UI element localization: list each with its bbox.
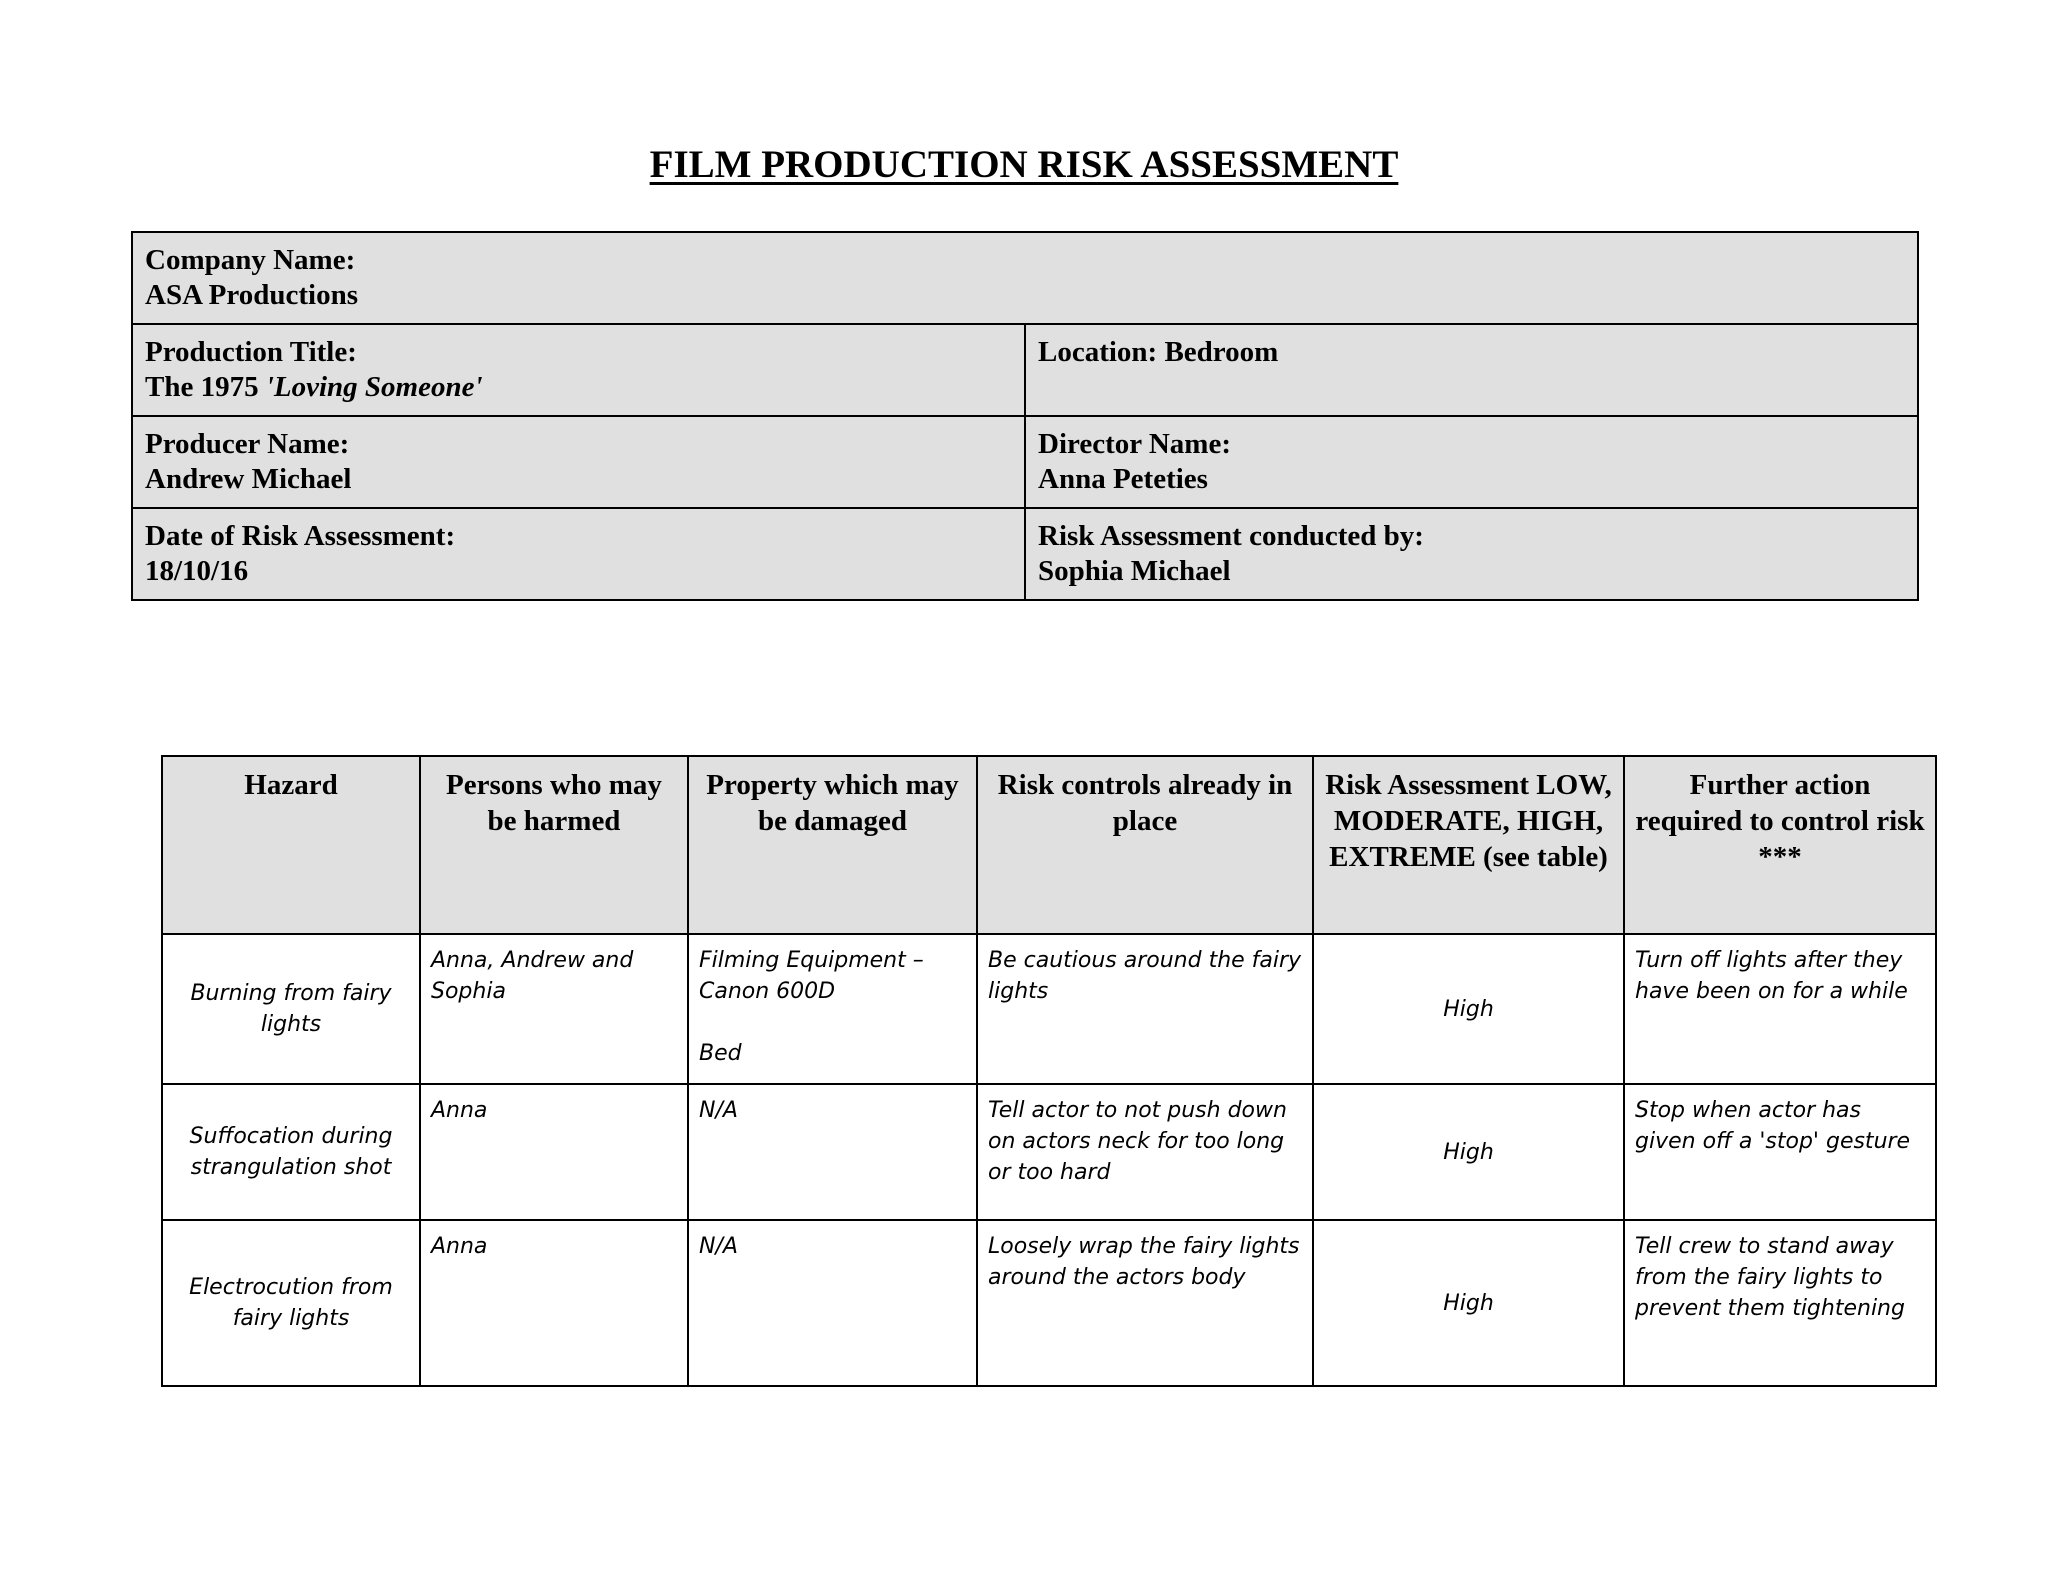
location-cell: [1025, 324, 1918, 416]
risk-table: [161, 755, 1937, 1387]
risk-level-cell: High: [1313, 934, 1624, 1084]
director-cell: [1025, 416, 1918, 508]
controls-cell: Be cautious around the fairy lights: [977, 934, 1313, 1084]
people-row: [132, 416, 1918, 508]
producer-value: Andrew Michael: [145, 463, 352, 495]
production-cell: [132, 324, 1025, 416]
conducted-label: Risk Assessment conducted by:: [1038, 520, 1424, 552]
date-value: 18/10/16: [145, 555, 249, 587]
risk-table-header: [162, 756, 1936, 934]
company-cell: [132, 232, 1918, 324]
director-label: Director Name:: [1038, 428, 1231, 460]
further-action-cell: Stop when actor has given off a 'stop' gesture: [1624, 1084, 1936, 1220]
production-row: [132, 324, 1918, 416]
production-value-plain: The 1975: [145, 371, 266, 403]
company-value: ASA Productions: [145, 279, 358, 311]
location-label: Location: Bedroom: [1038, 336, 1279, 368]
hazard-cell: Burning from fairy lights: [162, 934, 420, 1084]
controls-cell: Loosely wrap the fairy lights around the actors body: [977, 1220, 1313, 1386]
date-cell: [132, 508, 1025, 600]
production-value-italic: 'Loving Someone': [265, 371, 483, 403]
controls-cell: Tell actor to not push down on actors neck for too long or too hard: [977, 1084, 1313, 1220]
header-persons: Persons who may be harmed: [420, 756, 688, 934]
conducted-value: Sophia Michael: [1038, 555, 1231, 587]
production-label: Production Title:: [145, 336, 357, 368]
assessment-row: [132, 508, 1918, 600]
property-extra-text: Bed: [699, 1041, 742, 1066]
producer-cell: [132, 416, 1025, 508]
producer-label: Producer Name:: [145, 428, 350, 460]
table-row: [162, 934, 1936, 1084]
director-value: Anna Peteties: [1038, 463, 1208, 495]
project-info-table: [131, 231, 1919, 601]
company-row: [132, 232, 1918, 324]
header-risk-level: Risk Assessment LOW, MODERATE, HIGH, EXTREME (see table): [1313, 756, 1624, 934]
further-action-cell: Tell crew to stand away from the fairy lights to prevent them tightening: [1624, 1220, 1936, 1386]
property-text: Filming Equipment – Canon 600D: [699, 948, 924, 1004]
page-title: FILM PRODUCTION RISK ASSESSMENT: [649, 143, 1399, 186]
hazard-cell: Suffocation during strangulation shot: [162, 1084, 420, 1220]
header-controls: Risk controls already in place: [977, 756, 1313, 934]
company-label: Company Name:: [145, 244, 356, 276]
property-cell: N/A: [688, 1220, 977, 1386]
header-hazard: Hazard: [162, 756, 420, 934]
date-label: Date of Risk Assessment:: [145, 520, 456, 552]
property-cell: [688, 934, 977, 1084]
property-cell: N/A: [688, 1084, 977, 1220]
risk-level-cell: High: [1313, 1220, 1624, 1386]
further-action-cell: Turn off lights after they have been on for a while: [1624, 934, 1936, 1084]
header-further-action: Further action required to control risk ***: [1624, 756, 1936, 934]
header-property: Property which may be damaged: [688, 756, 977, 934]
table-row: [162, 1084, 1936, 1220]
table-row: [162, 1220, 1936, 1386]
persons-cell: Anna, Andrew and Sophia: [420, 934, 688, 1084]
hazard-cell: Electrocution from fairy lights: [162, 1220, 420, 1386]
persons-cell: Anna: [420, 1220, 688, 1386]
persons-cell: Anna: [420, 1084, 688, 1220]
risk-level-cell: High: [1313, 1084, 1624, 1220]
conducted-cell: [1025, 508, 1918, 600]
production-value: [145, 370, 1012, 405]
